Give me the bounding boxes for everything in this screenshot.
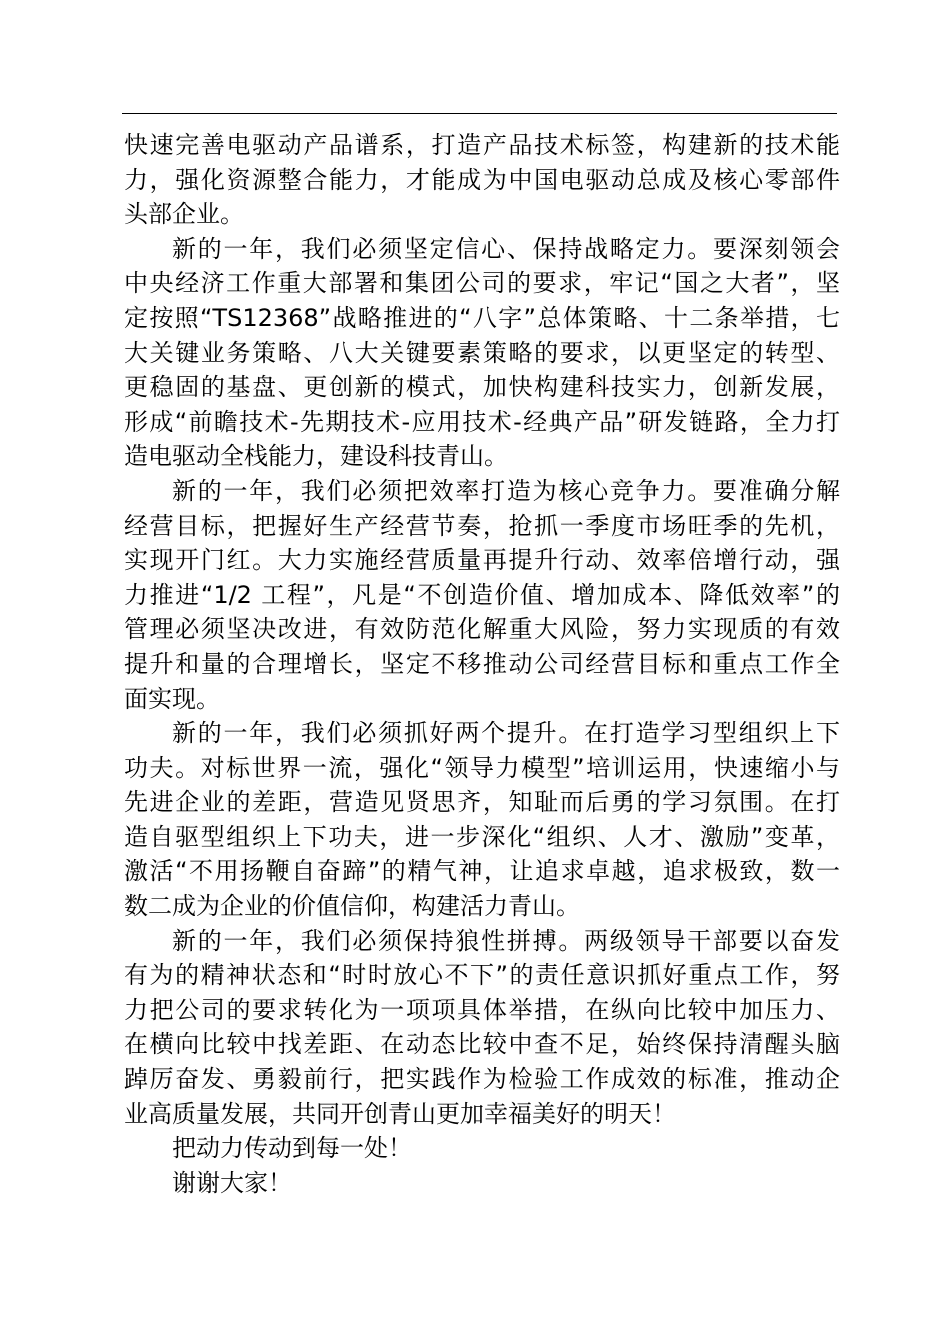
text-line: 力把公司的要求转化为一项项具体举措，在纵向比较中加压力、 bbox=[124, 995, 840, 1024]
text-line: 实现开门红。大力实施经营质量再提升行动、效率倍增行动，强 bbox=[124, 546, 840, 575]
text-line: 定按照“TS12368”战略推进的“八字”总体策略、十二条举措，七 bbox=[124, 303, 840, 332]
text-line: 更稳固的基盘、更创新的模式，加快构建科技实力，创新发展， bbox=[124, 373, 840, 402]
text-line: 大关键业务策略、八大关键要素策略的要求，以更坚定的转型、 bbox=[124, 338, 840, 367]
paragraph-first-line: 新的一年，我们必须保持狼性拼搏。两级领导干部要以奋发 bbox=[172, 926, 840, 955]
paragraph-first-line: 新的一年，我们必须抓好两个提升。在打造学习型组织上下 bbox=[172, 719, 840, 748]
text-line: 头部企业。 bbox=[124, 200, 244, 229]
text-line: 数二成为企业的价值信仰，构建活力青山。 bbox=[124, 892, 580, 921]
text-line: 造自驱型组织上下功夫，进一步深化“组织、人才、激励”变革， bbox=[124, 822, 840, 851]
document-body bbox=[124, 128, 840, 1200]
paragraph-first-line: 新的一年，我们必须把效率打造为核心竞争力。要准确分解 bbox=[172, 476, 840, 505]
text-line: 力推进“1/2 工程”，凡是“不创造价值、增加成本、降低效率”的 bbox=[124, 580, 840, 609]
text-line: 提升和量的合理增长，坚定不移推动公司经营目标和重点工作全 bbox=[124, 649, 840, 678]
text-line: 踔厉奋发、勇毅前行，把实践作为检验工作成效的标准，推动企 bbox=[124, 1065, 840, 1094]
text-line: 面实现。 bbox=[124, 684, 220, 713]
text-line: 造电驱动全栈能力，建设科技青山。 bbox=[124, 442, 508, 471]
text-line: 功夫。对标世界一流，强化“领导力模型”培训运用，快速缩小与 bbox=[124, 753, 840, 782]
closing-thanks: 谢谢大家！ bbox=[172, 1168, 292, 1197]
text-line: 快速完善电驱动产品谱系，打造产品技术标签，构建新的技术能 bbox=[124, 131, 840, 159]
text-line: 力，强化资源整合能力，才能成为中国电驱动总成及核心零部件 bbox=[124, 165, 840, 194]
closing-slogan: 把动力传动到每一处！ bbox=[172, 1134, 412, 1163]
text-line: 中央经济工作重大部署和集团公司的要求，牢记“国之大者”，坚 bbox=[124, 269, 840, 298]
text-line: 先进企业的差距，营造见贤思齐，知耻而后勇的学习氛围。在打 bbox=[124, 788, 840, 817]
text-line: 在横向比较中找差距、在动态比较中查不足，始终保持清醒头脑 bbox=[124, 1030, 840, 1059]
text-line: 有为的精神状态和“时时放心不下”的责任意识抓好重点工作，努 bbox=[124, 961, 840, 990]
header-divider bbox=[122, 113, 837, 114]
text-line: 激活“不用扬鞭自奋蹄”的精气神，让追求卓越，追求极致，数一 bbox=[124, 857, 840, 886]
text-line: 管理必须坚决改进，有效防范化解重大风险，努力实现质的有效 bbox=[124, 615, 840, 644]
text-line: 经营目标，把握好生产经营节奏，抢抓一季度市场旺季的先机， bbox=[124, 511, 840, 540]
text-line: 形成“前瞻技术-先期技术-应用技术-经典产品”研发链路，全力打 bbox=[124, 407, 840, 436]
paragraph-first-line: 新的一年，我们必须坚定信心、保持战略定力。要深刻领会 bbox=[172, 234, 840, 263]
text-line: 业高质量发展，共同开创青山更加幸福美好的明天！ bbox=[124, 1099, 676, 1128]
